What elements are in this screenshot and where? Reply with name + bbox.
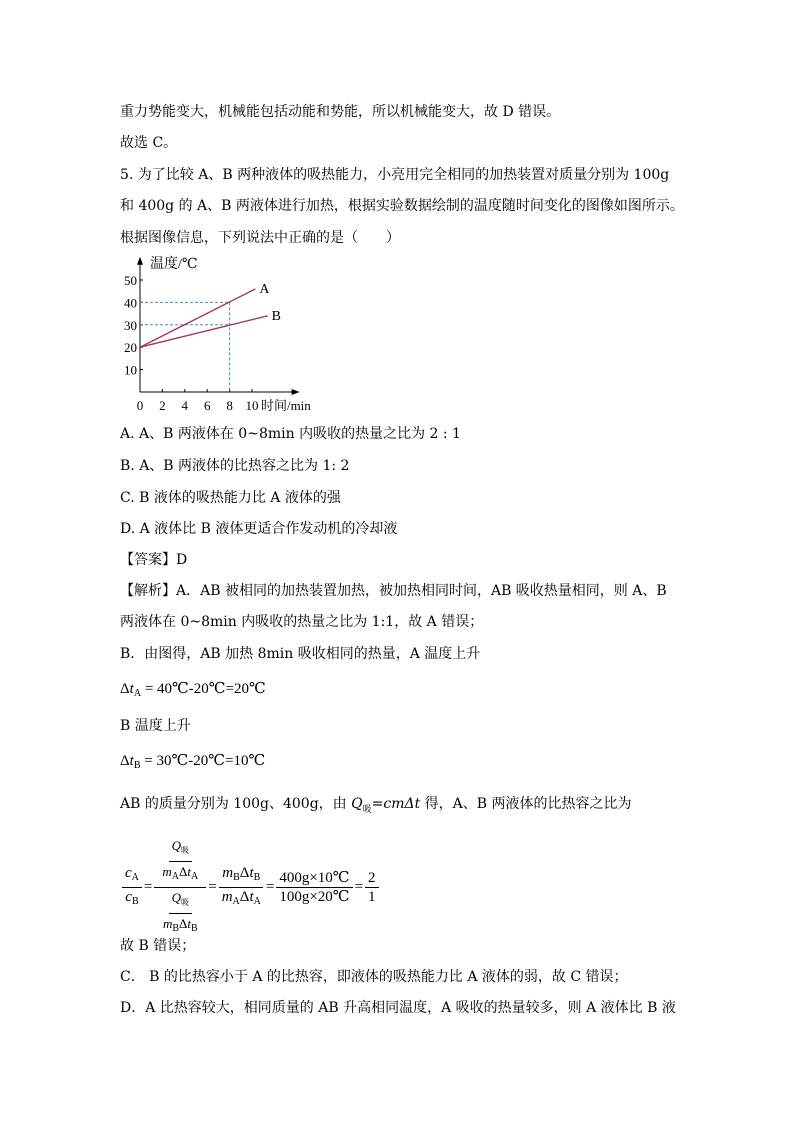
explanation-line: AB 的质量分别为 100g、400g，由 $Q_吸=cm\Delta t$ 得，A、B 两液体的比热容之比为 [120,796,632,815]
y-tick-label: 10 [124,362,137,378]
equation-specific-heat-ratio: $\frac{c_A}{c_B}$ = $\frac{\frac{Q_吸}{m_A\Delta t_A}}{\frac{Q_吸}{m_B\Delta t_B}}$ = $\frac{m_B\Delta t_B}{m_A\Delta t_A}$ = $\frac{400g\times 10℃}{100g\times 20℃}$ = $\frac{2}{1}$ [120,836,381,939]
explanation-line: D．A 比热容较大，相同质量的 AB 升高相同温度，A 吸收的热量较多，则 A 液体比 B 液 [120,1000,676,1016]
y-tick-label: 40 [124,295,137,311]
x-axis-label: 时间/min [260,398,311,413]
text-line: 重力势能变大，机械能包括动能和势能，所以机械能变大，故 D 错误。 [120,104,561,120]
x-tick-label: 6 [203,398,211,413]
temperature-time-chart [118,254,318,416]
equation-delta-tb: $\Delta t_B$ = 30℃-20℃=10℃ [120,753,266,771]
explanation-line: B．由图得，AB 加热 8min 吸收相同的热量，A 温度上升 [120,646,481,662]
question-line: 根据图像信息，下列说法中正确的是（ ） [120,230,400,246]
explanation-line: 两液体在 0~8min 内吸收的热量之比为 1:1，故 A 错误； [120,614,484,630]
option-b: B. A、B 两液体的比热容之比为 1: 2 [120,458,350,474]
y-tick-label: 50 [124,273,137,288]
y-axis-arrow [137,257,143,265]
explanation-line: 【解析】A．AB 被相同的加热装置加热，被加热相同时间，AB 吸收热量相同，则 A、B [120,583,667,599]
x-tick-label: 2 [159,398,166,413]
series-line-B [140,316,268,347]
question-line: 和 400g 的 A、B 两液体进行加热，根据实验数据绘制的温度随时间变化的图像如图所示。 [120,198,684,214]
option-c: C. B 液体的吸热能力比 A 液体的强 [120,490,341,506]
x-tick-label: 0 [136,398,144,413]
explanation-line: C． B 的比热容小于 A 的比热容，即液体的吸热能力比 A 液体的弱，故 C 错误； [120,969,628,985]
option-a: A. A、B 两液体在 0~8min 内吸收的热量之比为 2 : 1 [120,426,461,442]
chart-axes [137,257,300,395]
x-tick-label: 4 [181,398,189,413]
equation-delta-ta: $\Delta t_A$ = 40℃-20℃=20℃ [120,681,266,699]
answer-line: 【答案】D [120,552,188,568]
chart-series [140,289,268,347]
x-tick-label: 10 [245,398,259,413]
y-tick-label: 20 [124,340,137,356]
series-label-B: B [271,308,282,324]
question-line: 5. 为了比较 A、B 两种液体的吸热能力，小亮用完全相同的加热装置对质量分别为 100g [120,167,670,183]
explanation-line: B 温度上升 [120,718,191,734]
x-axis-arrow [292,389,300,395]
series-label-A: A [259,281,270,297]
chart-guides [140,302,230,392]
explanation-line: 故 B 错误； [120,938,196,954]
chart-labels [124,255,311,413]
option-d: D. A 液体比 B 液体更适合作发动机的冷却液 [120,521,398,537]
y-axis-label: 温度/℃ [150,256,198,272]
y-tick-label: 30 [124,317,137,333]
series-line-A [140,289,255,347]
x-tick-label: 8 [226,398,233,413]
text-line: 故选 C。 [120,135,178,151]
